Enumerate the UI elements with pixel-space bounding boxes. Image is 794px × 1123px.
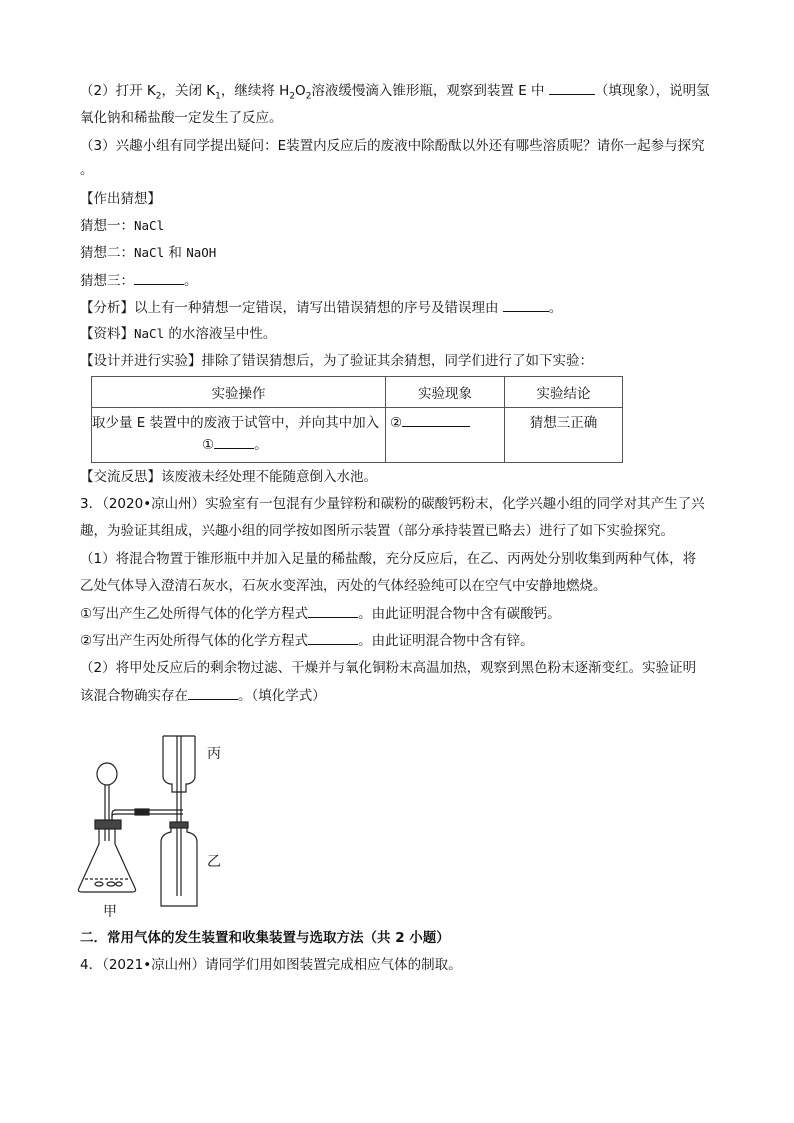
material-line: 【资料】NaCl 的水溶液呈中性。: [80, 326, 277, 342]
q2-part3-line2: 。: [80, 162, 94, 178]
lower-bottle: [161, 826, 197, 906]
q2-part3-line1: （3）兴趣小组有同学提出疑问：E装置内反应后的废液中除酚酞以外还有哪些溶质呢？请你一起参与探究: [80, 138, 705, 154]
answer-blank-hypothesis3[interactable]: [134, 270, 184, 285]
q4-line1: 4．（2021•凉山州）请同学们用如图装置完成相应气体的制取。: [80, 957, 462, 973]
answer-blank-formula[interactable]: [188, 685, 238, 700]
q3-sub2: ②写出产生丙处所得气体的化学方程式 。由此证明混合物中含有锌。: [80, 630, 534, 651]
flask-stopper: [95, 820, 121, 829]
q3-part2-line1: （2）将甲处反应后的剩余物过滤、干燥并与氧化铜粉末高温加热，观察到黑色粉末逐渐变红。实验证明: [80, 660, 697, 676]
analysis-line: 【分析】以上有一种猜想一定错误，请写出错误猜想的序号及错误理由 。: [80, 297, 562, 318]
experiment-table: [91, 376, 623, 463]
q3-line2: 趣，为验证其组成，兴趣小组的同学按如图所示装置（部分承持装置已略去）进行了如下实验探究。: [80, 523, 674, 539]
q2-part2-line1: （2）打开 $K_2$，关闭 $K_1$，继续将 $H_2O_2$溶液缓慢滴入锥形瓶，观察到装置 E 中 （填现象），说明氢: [80, 80, 710, 107]
funnel-bulb: [97, 763, 117, 785]
answer-blank-observation[interactable]: [402, 412, 470, 427]
upper-bottle: [163, 736, 195, 792]
answer-blank-reagent[interactable]: [214, 434, 254, 449]
answer-blank-equation-bing[interactable]: [308, 630, 358, 645]
table-row: [92, 408, 623, 463]
q3-sub1: ①写出产生乙处所得气体的化学方程式 。由此证明混合物中含有碳酸钙。: [80, 603, 561, 624]
hypothesis-1: 猜想一：NaCl: [80, 218, 165, 234]
hypothesis-3: 猜想三： 。: [80, 270, 198, 291]
answer-blank-phenomenon[interactable]: [549, 80, 595, 95]
table-header-phenomenon: 实验现象: [386, 377, 505, 408]
q3-part1-line1: （1）将混合物置于锥形瓶中并加入足量的稀盐酸，充分反应后，在乙、丙两处分别收集到两种气体，将: [80, 551, 697, 567]
table-header-row: [92, 377, 623, 408]
hypothesis-heading: 【作出猜想】: [80, 191, 161, 207]
table-cell-operation: 取少量 E 装置中的废液于试管中，并向其中加入 ① 。: [92, 408, 386, 463]
reflection-line: 【交流反思】该废液未经处理不能随意倒入水池。: [80, 469, 377, 485]
q3-line1: 3．（2020•凉山州）实验室有一包混有少量锌粉和碳粉的碳酸钙粉末，化学兴趣小组的同学对其产生了兴: [80, 496, 705, 512]
design-line: 【设计并进行实验】排除了错误猜想后，为了验证其余猜想，同学们进行了如下实验：: [80, 353, 593, 369]
table-header-conclusion: 实验结论: [505, 377, 623, 408]
apparatus-figure: [75, 726, 245, 921]
label-jia: 甲: [103, 904, 117, 920]
q2-part2-line2: 氧化钠和稀盐酸一定发生了反应。: [80, 110, 283, 126]
table-cell-phenomenon: ②: [386, 408, 505, 463]
table-header-operation: 实验操作: [92, 377, 386, 408]
table-cell-conclusion: 猜想三正确: [505, 408, 623, 463]
q3-part2-line2: 该混合物确实存在 。（填化学式）: [80, 685, 326, 706]
q3-part1-line2: 乙处气体导入澄清石灰水，石灰水变浑浊，丙处的气体经验纯可以在空气中安静地燃烧。: [80, 578, 607, 594]
section2-heading: 二．常用气体的发生装置和收集装置与选取方法（共 2 小题）: [80, 930, 450, 946]
hypothesis-2: 猜想二：NaCl 和 NaOH: [80, 245, 217, 261]
answer-blank-analysis[interactable]: [503, 297, 549, 312]
label-yi: 乙: [207, 854, 221, 870]
answer-blank-equation-yi[interactable]: [308, 603, 358, 618]
label-bing: 丙: [207, 746, 221, 762]
